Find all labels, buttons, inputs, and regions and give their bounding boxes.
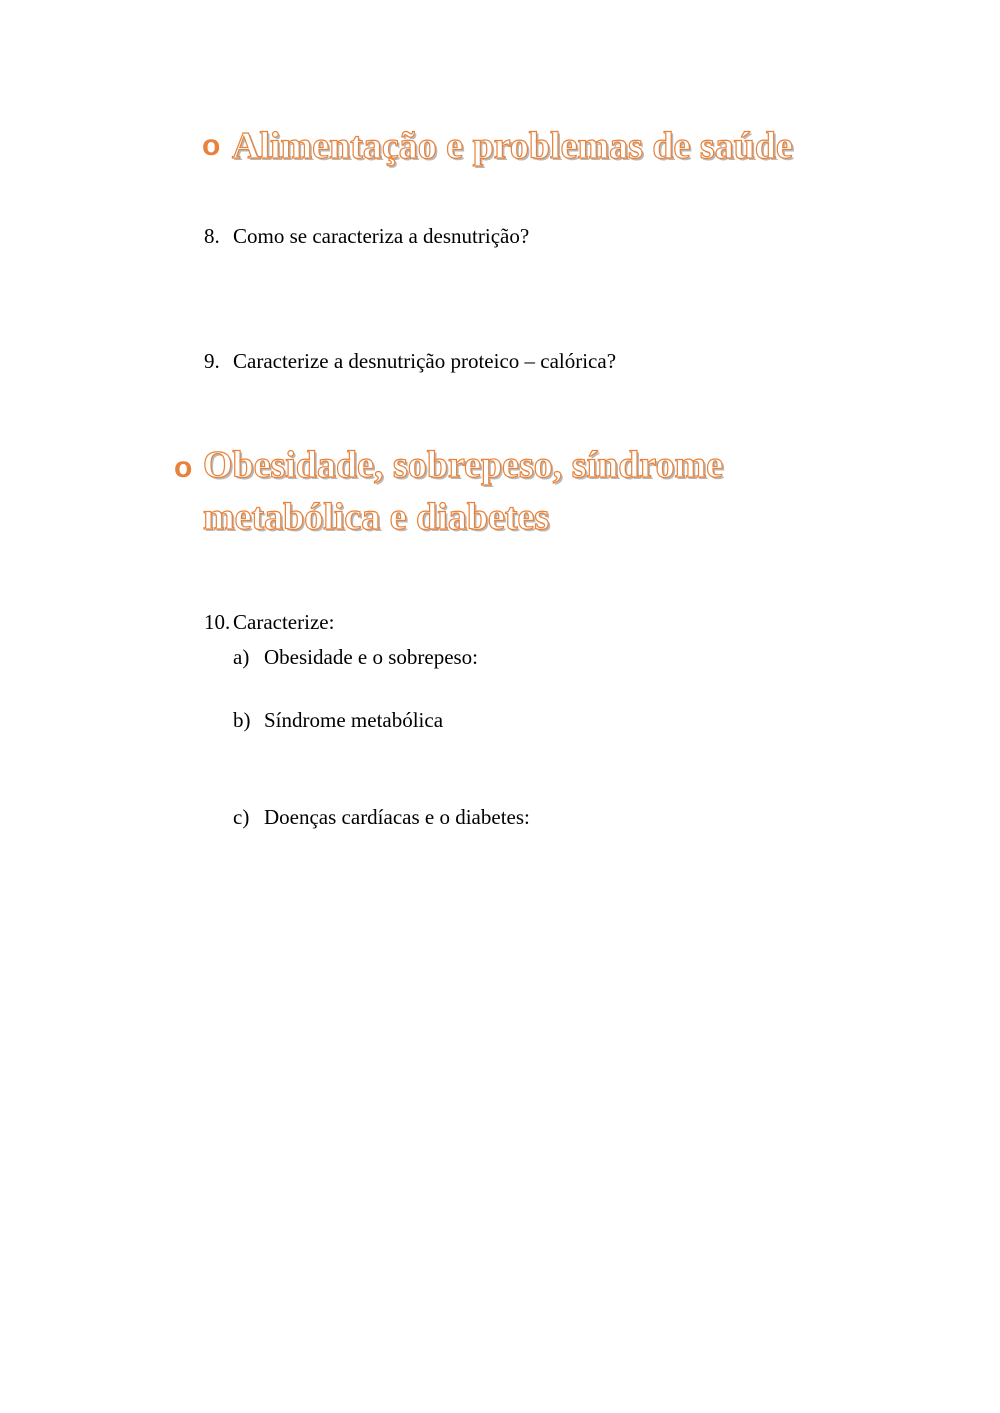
question-10-text: Caracterize: [233,610,335,634]
section1-title: Alimentação e problemas de saúde [232,125,793,167]
question-10 [204,609,334,635]
item-c-letter: c) [233,805,250,829]
item-b-text: Síndrome metabólica [264,708,444,732]
question-10-number: 10. [204,610,231,634]
item-c-text: Doenças cardíacas e o diabetes: [264,805,530,829]
question-9-text: Caracterize a desnutrição proteico – calórica? [233,349,617,373]
item-b-letter: b) [233,708,251,732]
question-8-number: 8. [204,224,220,248]
question-8-text: Como se caracteriza a desnutrição? [233,224,530,248]
question-10-item-b [233,707,443,733]
section2-title-line2: metabólica e diabetes [203,496,550,538]
question-9-number: 9. [204,349,220,373]
section2-title-line1: Obesidade, sobrepeso, síndrome [203,444,724,486]
question-9 [204,348,616,374]
question-10-item-c [233,804,530,830]
section2-bullet: o [174,451,193,484]
item-a-letter: a) [233,645,250,669]
section1-bullet: o [202,129,221,162]
question-8 [204,223,529,249]
item-a-text: Obesidade e o sobrepeso: [264,645,479,669]
question-10-item-a [233,644,478,670]
